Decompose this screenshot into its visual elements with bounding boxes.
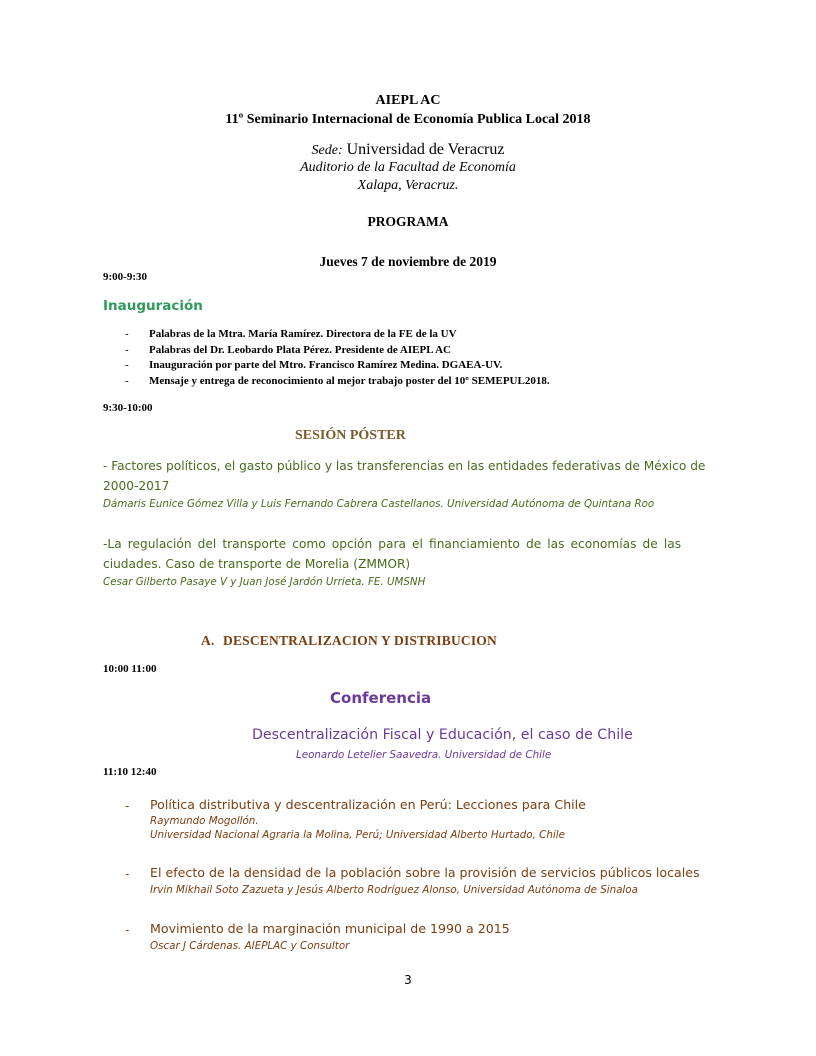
sede-line	[0, 141, 816, 159]
panel-item-3-author: Oscar J Cárdenas. AIEPLAC y Consultor	[150, 940, 350, 952]
time-inauguracion: 9:00-9:30	[103, 271, 147, 283]
list-dash: -	[125, 799, 130, 813]
time-panel: 11:10 12:40	[103, 766, 157, 778]
time-conferencia: 10:00 11:00	[103, 663, 157, 675]
list-item: - Inauguración por parte del Mtro. Francisco Ramírez Medina. DGAEA-UV.	[125, 359, 503, 372]
poster-heading: SESIÓN PÓSTER	[295, 428, 406, 443]
conferencia-author: Leonardo Letelier Saavedra. Universidad de Chile	[296, 749, 552, 761]
sede-label: Sede:	[311, 143, 343, 158]
list-dash: -	[125, 923, 130, 937]
inauguracion-heading: Inauguración	[103, 298, 203, 314]
panel-item-2-title: El efecto de la densidad de la población sobre la provisión de servicios públicos locales	[150, 865, 700, 880]
org-title: AIEPL AC	[375, 93, 441, 108]
list-item: - Palabras de la Mtra. María Ramírez. Directora de la FE de la UV	[125, 328, 457, 340]
poster-paper-2-title: -La regulación del transporte como opción para el financiamiento de las economías de las ciudades. Caso de transporte de Morelia (ZMMOR)	[103, 537, 682, 571]
event-date: Jueves 7 de noviembre de 2019	[319, 254, 497, 269]
panel-item-1-title: Política distributiva y descentralización en Perú: Lecciones para Chile	[150, 797, 586, 812]
list-item: - Mensaje y entrega de reconocimiento al mejor trabajo poster del 10º SEMEPUL2018.	[125, 374, 550, 387]
auditorio: Auditorio de la Facultad de Economía	[300, 160, 516, 175]
inauguracion-list	[125, 327, 550, 389]
page-number: 3	[404, 973, 412, 987]
poster-paper-1-title: - Factores políticos, el gasto público y las transferencias en las entidades federativas de México de 2000-2017	[103, 459, 706, 493]
poster-paper-1-authors: Dámaris Eunice Gómez Villa y Luis Fernando Cabrera Castellanos. Universidad Autónoma de Quintana Roo	[103, 498, 655, 510]
list-item: - Palabras del Dr. Leobardo Plata Pérez. Presidente de AIEPL AC	[125, 343, 451, 356]
panel-item-1-author: Raymundo Mogollón.	[150, 815, 259, 827]
panel-item-2-author: Irvin Mikhail Soto Zazueta y Jesús Alberto Rodríguez Alonso, Universidad Autónoma de Sinaloa	[150, 884, 638, 896]
list-dash: -	[125, 867, 130, 881]
time-poster: 9:30-10:00	[103, 402, 153, 414]
section-a-heading: A. DESCENTRALIZACION Y DISTRIBUCION	[201, 633, 497, 648]
poster-paper-2-authors: Cesar Gilberto Pasaye V y Juan José Jardón Urrieta. FE. UMSNH	[103, 576, 426, 588]
seminar-title: 11º Seminario Internacional de Economía Publica Local 2018	[225, 112, 591, 127]
conferencia-heading: Conferencia	[330, 689, 432, 707]
programa-heading: PROGRAMA	[367, 214, 449, 229]
panel-item-3-title: Movimiento de la marginación municipal de 1990 a 2015	[150, 921, 510, 936]
panel-item-1-affiliation: Universidad Nacional Agraria la Molina, Perú; Universidad Alberto Hurtado, Chile	[150, 829, 565, 841]
ciudad: Xalapa, Veracruz.	[357, 178, 459, 193]
conferencia-title: Descentralización Fiscal y Educación, el caso de Chile	[252, 727, 633, 743]
sede-value: Universidad de Veracruz	[346, 141, 505, 158]
